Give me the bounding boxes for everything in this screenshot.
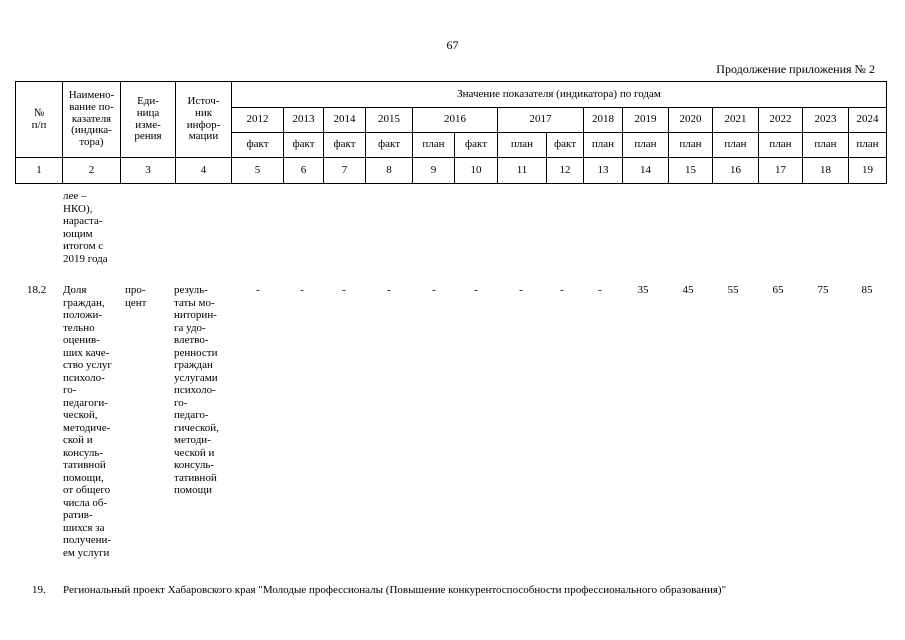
value-2019: 35 [637,284,649,296]
header-name: Наимено- вание по- казателя (индика- тора) [63,82,121,158]
year-2014: 2014 [324,108,366,133]
indicator-source: резуль- таты мо- ниторин- га удо- влетво- ренности граждан услугами психоло- го- педаго- гической, методи- ческой и консуль- тативной помощи [174,284,219,496]
value-2021: 55 [727,284,739,296]
year-2015: 2015 [366,108,413,133]
column-number: 2 [63,158,121,184]
column-number: 10 [455,158,498,184]
indicator-name: Доля граждан, положи- тельно оценив- ших каче- ство услуг психоло- го- педагоги- ческой, методиче- ской и консуль- тативной помощи, от общего числа об- ратив- шихся за получени- ем услуги [63,284,112,559]
year-2013: 2013 [284,108,324,133]
indicator-unit: про- цент [125,284,147,309]
value-2014: - [342,284,346,296]
row-number: 18.2 [27,284,47,296]
value-2020: 45 [682,284,694,296]
kind-cell: план [623,133,669,158]
column-number: 17 [759,158,803,184]
header-values-title: Значение показателя (индикатора) по годам [232,82,887,108]
value-2017-fact: - [560,284,564,296]
column-number: 19 [849,158,887,184]
kind-cell: факт [232,133,284,158]
year-2023: 2023 [803,108,849,133]
year-2021: 2021 [713,108,759,133]
column-number: 18 [803,158,849,184]
column-number: 14 [623,158,669,184]
year-2022: 2022 [759,108,803,133]
value-2016-fact: - [474,284,478,296]
header-unit: Еди- ница изме- рения [121,82,176,158]
year-2012: 2012 [232,108,284,133]
column-number: 1 [16,158,63,184]
section-number: 19. [32,584,46,596]
year-2019: 2019 [623,108,669,133]
appendix-note: Продолжение приложения № 2 [716,62,875,76]
value-2013: - [300,284,304,296]
value-2023: 75 [817,284,829,296]
kind-cell: факт [455,133,498,158]
column-number: 16 [713,158,759,184]
column-number: 12 [547,158,584,184]
year-2016: 2016 [413,108,498,133]
column-number: 11 [498,158,547,184]
column-number: 8 [366,158,413,184]
year-2024: 2024 [849,108,887,133]
value-2017-plan: - [519,284,523,296]
kind-cell: план [413,133,455,158]
column-number: 9 [413,158,455,184]
kind-cell: план [669,133,713,158]
year-2018: 2018 [584,108,623,133]
value-2015: - [387,284,391,296]
kind-cell: план [498,133,547,158]
column-number: 5 [232,158,284,184]
value-2022: 65 [772,284,784,296]
column-number: 7 [324,158,366,184]
header-num: № п/п [16,82,63,158]
kind-cell: план [584,133,623,158]
column-number: 6 [284,158,324,184]
year-2017: 2017 [498,108,584,133]
kind-cell: факт [366,133,413,158]
value-2012: - [256,284,260,296]
indicator-table-header [15,81,887,184]
kind-cell: факт [547,133,584,158]
kind-cell: факт [324,133,366,158]
kind-cell: план [759,133,803,158]
kind-cell: план [849,133,887,158]
year-2020: 2020 [669,108,713,133]
column-number: 15 [669,158,713,184]
kind-cell: план [803,133,849,158]
page-number: 67 [446,38,459,52]
section-title: Региональный проект Хабаровского края "Молодые профессионалы (Повышение конкурентоспособности профессионального образования)" [63,584,727,596]
column-number: 4 [176,158,232,184]
column-number: 13 [584,158,623,184]
value-2024: 85 [861,284,873,296]
value-2018: - [598,284,602,296]
kind-cell: факт [284,133,324,158]
continued-indicator-name: лее – НКО), нараста- ющим итогом с 2019 года [63,190,108,265]
kind-cell: план [713,133,759,158]
column-number: 3 [121,158,176,184]
header-source: Источ- ник инфор- мации [176,82,232,158]
value-2016-plan: - [432,284,436,296]
